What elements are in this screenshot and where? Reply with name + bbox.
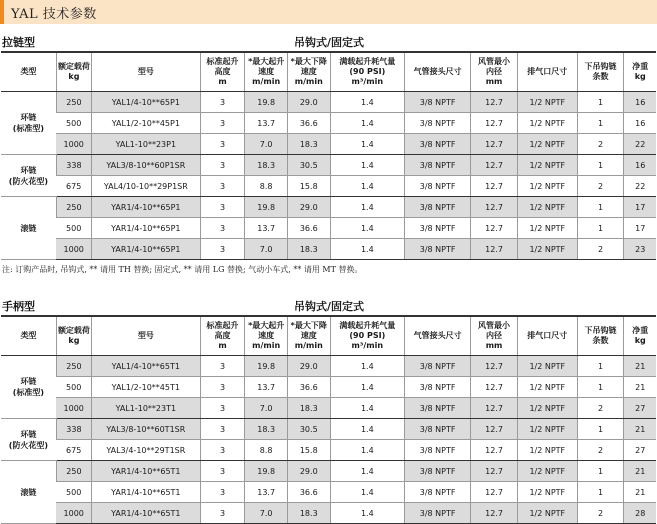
section-title: 吊钩式/固定式	[293, 36, 365, 49]
table-cell: 12.7	[471, 239, 518, 260]
column-header: 气管接头尺寸	[405, 316, 471, 356]
table-cell: YAR1/4-10**65T1	[92, 482, 201, 503]
spec-table-handle	[1, 315, 656, 524]
table-row	[1, 419, 656, 440]
table-cell: 675	[56, 176, 91, 197]
table-cell: 1.4	[330, 113, 405, 134]
table-cell: 15.8	[287, 176, 330, 197]
table-cell: 16	[624, 155, 656, 176]
table-cell: 1.4	[330, 503, 405, 524]
table-cell: 3/8 NPTF	[405, 377, 471, 398]
table-cell: 3	[200, 134, 245, 155]
table-cell: 3	[200, 377, 245, 398]
table-cell: 8.8	[245, 176, 288, 197]
table-cell: 250	[56, 461, 91, 482]
table-cell: 13.7	[245, 218, 288, 239]
table-cell: 250	[56, 92, 91, 113]
table-cell: 1	[577, 218, 624, 239]
table-row	[1, 440, 656, 461]
spec-header-bar	[0, 0, 657, 24]
table-cell: 3/8 NPTF	[405, 503, 471, 524]
table-cell: 1/2 NPTF	[517, 482, 577, 503]
column-header: 类型	[1, 52, 56, 92]
table-cell: 3/8 NPTF	[405, 176, 471, 197]
table-cell: 2	[577, 398, 624, 419]
table-row	[1, 176, 656, 197]
table-cell: 3/8 NPTF	[405, 134, 471, 155]
table-cell: 3	[200, 356, 245, 377]
table-cell: 12.7	[471, 176, 518, 197]
table-cell: 17	[624, 218, 656, 239]
table-cell: 1/2 NPTF	[517, 176, 577, 197]
table-cell: 16	[624, 92, 656, 113]
table-cell: 1	[577, 461, 624, 482]
table-cell: 1	[577, 92, 624, 113]
table-cell: 1	[577, 482, 624, 503]
table-cell: 12.7	[471, 461, 518, 482]
section-title: 吊钩式/固定式	[293, 300, 365, 313]
table-cell: 18.3	[287, 134, 330, 155]
table-cell: 3	[200, 419, 245, 440]
table-cell: YAR1/4-10**65T1	[92, 503, 201, 524]
column-header: 风管最小 内径 mm	[471, 52, 518, 92]
section-label: 手柄型	[2, 300, 35, 313]
table-cell: 1.4	[330, 356, 405, 377]
column-header: 标准起升 高度 m	[200, 316, 245, 356]
section-handle	[0, 299, 657, 524]
table-cell: 3/8 NPTF	[405, 398, 471, 419]
table-cell: 3	[200, 239, 245, 260]
table-cell: 1.4	[330, 482, 405, 503]
table-cell: 1000	[56, 239, 91, 260]
column-header: 标准起升 高度 m	[200, 52, 245, 92]
table-cell: 500	[56, 218, 91, 239]
table-row	[1, 398, 656, 419]
table-cell: 12.7	[471, 113, 518, 134]
table-cell: 1/2 NPTF	[517, 92, 577, 113]
chain-type-cell: 滚链	[1, 461, 56, 524]
table-cell: 1/2 NPTF	[517, 197, 577, 218]
table-cell: 3	[200, 461, 245, 482]
table-cell: 19.8	[245, 356, 288, 377]
page-title: YAL 技术参数	[11, 6, 97, 22]
table-row	[1, 239, 656, 260]
table-cell: YAL1-10**23T1	[92, 398, 201, 419]
table-cell: 12.7	[471, 419, 518, 440]
table-cell: YAL1/2-10**45T1	[92, 377, 201, 398]
table-cell: 500	[56, 113, 91, 134]
table-cell: 3	[200, 482, 245, 503]
table-cell: 21	[624, 377, 656, 398]
table-cell: 7.0	[245, 398, 288, 419]
table-cell: YAL3/8-10**60P1SR	[92, 155, 201, 176]
column-header: 排气口尺寸	[517, 52, 577, 92]
table-cell: 1.4	[330, 239, 405, 260]
table-cell: 12.7	[471, 398, 518, 419]
table-cell: 1/2 NPTF	[517, 503, 577, 524]
table-cell: 1.4	[330, 197, 405, 218]
table-cell: 3	[200, 176, 245, 197]
table-cell: 1/2 NPTF	[517, 398, 577, 419]
section-label: 拉链型	[2, 36, 35, 49]
table-row	[1, 92, 656, 113]
table-row	[1, 461, 656, 482]
table-cell: 7.0	[245, 239, 288, 260]
column-header: 净重 kg	[624, 316, 656, 356]
table-cell: 1	[577, 155, 624, 176]
table-cell: 7.0	[245, 134, 288, 155]
table-cell: 1	[577, 113, 624, 134]
table-cell: 3	[200, 503, 245, 524]
column-header: 额定载荷 kg	[56, 316, 91, 356]
table-cell: 500	[56, 377, 91, 398]
table-cell: 36.6	[287, 377, 330, 398]
table-cell: 12.7	[471, 356, 518, 377]
table-cell: 1.4	[330, 377, 405, 398]
table-cell: 1/2 NPTF	[517, 440, 577, 461]
table-cell: 29.0	[287, 197, 330, 218]
table-row	[1, 113, 656, 134]
column-header: 气管接头尺寸	[405, 52, 471, 92]
table-cell: 338	[56, 155, 91, 176]
table-cell: YAL1/4-10**65P1	[92, 92, 201, 113]
table-cell: 2	[577, 134, 624, 155]
table-cell: 13.7	[245, 113, 288, 134]
table-cell: 1/2 NPTF	[517, 461, 577, 482]
table-cell: 21	[624, 419, 656, 440]
table-cell: 21	[624, 461, 656, 482]
table-row	[1, 197, 656, 218]
table-cell: 1000	[56, 134, 91, 155]
table-cell: 18.3	[287, 503, 330, 524]
table-cell: 12.7	[471, 503, 518, 524]
table-row	[1, 503, 656, 524]
table-row	[1, 356, 656, 377]
table-cell: 2	[577, 239, 624, 260]
table-cell: 1000	[56, 503, 91, 524]
table-cell: 675	[56, 440, 91, 461]
table-cell: 1.4	[330, 134, 405, 155]
table-cell: YAL3/8-10**60T1SR	[92, 419, 201, 440]
table-cell: 3	[200, 155, 245, 176]
table-cell: 1/2 NPTF	[517, 155, 577, 176]
chain-type-cell: 环链 (标准型)	[1, 92, 56, 155]
table-cell: 3	[200, 218, 245, 239]
spec-table-pull-chain	[1, 51, 656, 260]
table-cell: 36.6	[287, 218, 330, 239]
column-header: 型号	[92, 52, 201, 92]
column-header: 净重 kg	[624, 52, 656, 92]
table-cell: 22	[624, 134, 656, 155]
table-cell: 500	[56, 482, 91, 503]
table-cell: 29.0	[287, 356, 330, 377]
table-cell: 36.6	[287, 113, 330, 134]
table-cell: 3/8 NPTF	[405, 461, 471, 482]
column-header: 型号	[92, 316, 201, 356]
table-cell: YAL1/2-10**45P1	[92, 113, 201, 134]
column-header: *最大起升 速度 m/min	[245, 52, 288, 92]
table-cell: 2	[577, 440, 624, 461]
table-cell: YAR1/4-10**65T1	[92, 461, 201, 482]
table-cell: 338	[56, 419, 91, 440]
table-cell: YAL1/4-10**65T1	[92, 356, 201, 377]
table-cell: 13.7	[245, 377, 288, 398]
table-row	[1, 377, 656, 398]
table-cell: 1.4	[330, 176, 405, 197]
table-cell: 29.0	[287, 92, 330, 113]
table-cell: 30.5	[287, 419, 330, 440]
column-header: 下吊钩链 条数	[577, 316, 624, 356]
table-cell: 21	[624, 482, 656, 503]
section-pull-chain	[0, 35, 657, 260]
table-cell: 2	[577, 176, 624, 197]
table-cell: 1	[577, 356, 624, 377]
table-cell: 18.3	[287, 398, 330, 419]
table-cell: YAR1/4-10**65P1	[92, 218, 201, 239]
table-cell: YAL3/4-10**29T1SR	[92, 440, 201, 461]
column-header: 排气口尺寸	[517, 316, 577, 356]
table-cell: 1/2 NPTF	[517, 113, 577, 134]
table-cell: 3	[200, 197, 245, 218]
table-row	[1, 218, 656, 239]
chain-type-cell: 环链 (标准型)	[1, 356, 56, 419]
column-header: *最大下降 速度 m/min	[287, 52, 330, 92]
table-cell: 3	[200, 92, 245, 113]
table-cell: 1.4	[330, 218, 405, 239]
column-header: *最大下降 速度 m/min	[287, 316, 330, 356]
table-cell: 1000	[56, 398, 91, 419]
table-cell: 18.3	[245, 419, 288, 440]
table-cell: 12.7	[471, 377, 518, 398]
table-cell: 27	[624, 440, 656, 461]
column-header: 满载起升耗气量 (90 PSI) m³/min	[330, 52, 405, 92]
table-cell: YAR1/4-10**65P1	[92, 239, 201, 260]
table-cell: 3	[200, 113, 245, 134]
table-cell: 30.5	[287, 155, 330, 176]
table-cell: 3/8 NPTF	[405, 239, 471, 260]
table-cell: 3/8 NPTF	[405, 92, 471, 113]
table-cell: 1/2 NPTF	[517, 134, 577, 155]
table-cell: 1/2 NPTF	[517, 419, 577, 440]
table-cell: 1/2 NPTF	[517, 218, 577, 239]
table-cell: 13.7	[245, 482, 288, 503]
table-cell: 18.3	[245, 155, 288, 176]
table-cell: 3/8 NPTF	[405, 113, 471, 134]
column-header: *最大起升 速度 m/min	[245, 316, 288, 356]
table-cell: 15.8	[287, 440, 330, 461]
table-cell: 12.7	[471, 440, 518, 461]
table-cell: 1.4	[330, 92, 405, 113]
table-cell: YAL4/10-10**29P1SR	[92, 176, 201, 197]
table-cell: 1.4	[330, 440, 405, 461]
table-cell: 1.4	[330, 398, 405, 419]
table-cell: 19.8	[245, 461, 288, 482]
chain-type-cell: 环链 (防火花型)	[1, 419, 56, 461]
ordering-note: 注: 订购产品时, 吊钩式, ** 请用 TH 替换; 固定式, ** 请用 LG 替换; 气动小车式, ** 请用 MT 替换。	[2, 265, 363, 274]
table-cell: 22	[624, 176, 656, 197]
table-cell: 12.7	[471, 92, 518, 113]
table-cell: 16	[624, 113, 656, 134]
table-row	[1, 482, 656, 503]
column-header: 额定载荷 kg	[56, 52, 91, 92]
table-cell: 18.3	[287, 239, 330, 260]
table-cell: 1.4	[330, 461, 405, 482]
table-cell: 1/2 NPTF	[517, 239, 577, 260]
table-cell: YAL1-10**23P1	[92, 134, 201, 155]
table-cell: 3/8 NPTF	[405, 155, 471, 176]
table-cell: 3/8 NPTF	[405, 440, 471, 461]
table-cell: 250	[56, 356, 91, 377]
column-header: 下吊钩链 条数	[577, 52, 624, 92]
table-cell: 28	[624, 503, 656, 524]
table-cell: 250	[56, 197, 91, 218]
table-cell: 3/8 NPTF	[405, 218, 471, 239]
table-cell: 27	[624, 398, 656, 419]
table-cell: 29.0	[287, 461, 330, 482]
table-cell: 3/8 NPTF	[405, 482, 471, 503]
table-cell: 23	[624, 239, 656, 260]
table-cell: 36.6	[287, 482, 330, 503]
table-cell: 3	[200, 440, 245, 461]
table-row	[1, 155, 656, 176]
chain-type-cell: 环链 (防火花型)	[1, 155, 56, 197]
table-cell: 12.7	[471, 218, 518, 239]
column-header: 满载起升耗气量 (90 PSI) m³/min	[330, 316, 405, 356]
table-cell: YAR1/4-10**65P1	[92, 197, 201, 218]
table-cell: 3/8 NPTF	[405, 197, 471, 218]
table-cell: 19.8	[245, 92, 288, 113]
column-header: 类型	[1, 316, 56, 356]
column-header: 风管最小 内径 mm	[471, 316, 518, 356]
table-cell: 8.8	[245, 440, 288, 461]
table-cell: 12.7	[471, 197, 518, 218]
table-cell: 3	[200, 398, 245, 419]
table-cell: 1.4	[330, 419, 405, 440]
table-cell: 2	[577, 503, 624, 524]
table-cell: 3/8 NPTF	[405, 419, 471, 440]
table-cell: 12.7	[471, 134, 518, 155]
table-cell: 1	[577, 197, 624, 218]
table-cell: 12.7	[471, 482, 518, 503]
table-cell: 12.7	[471, 155, 518, 176]
table-cell: 1	[577, 419, 624, 440]
accent-swatch	[0, 0, 4, 24]
table-cell: 7.0	[245, 503, 288, 524]
chain-type-cell: 滚链	[1, 197, 56, 260]
table-cell: 3/8 NPTF	[405, 356, 471, 377]
table-cell: 1/2 NPTF	[517, 356, 577, 377]
table-cell: 1	[577, 377, 624, 398]
table-cell: 21	[624, 356, 656, 377]
table-cell: 1.4	[330, 155, 405, 176]
table-cell: 17	[624, 197, 656, 218]
table-row	[1, 134, 656, 155]
table-cell: 1/2 NPTF	[517, 377, 577, 398]
table-cell: 19.8	[245, 197, 288, 218]
